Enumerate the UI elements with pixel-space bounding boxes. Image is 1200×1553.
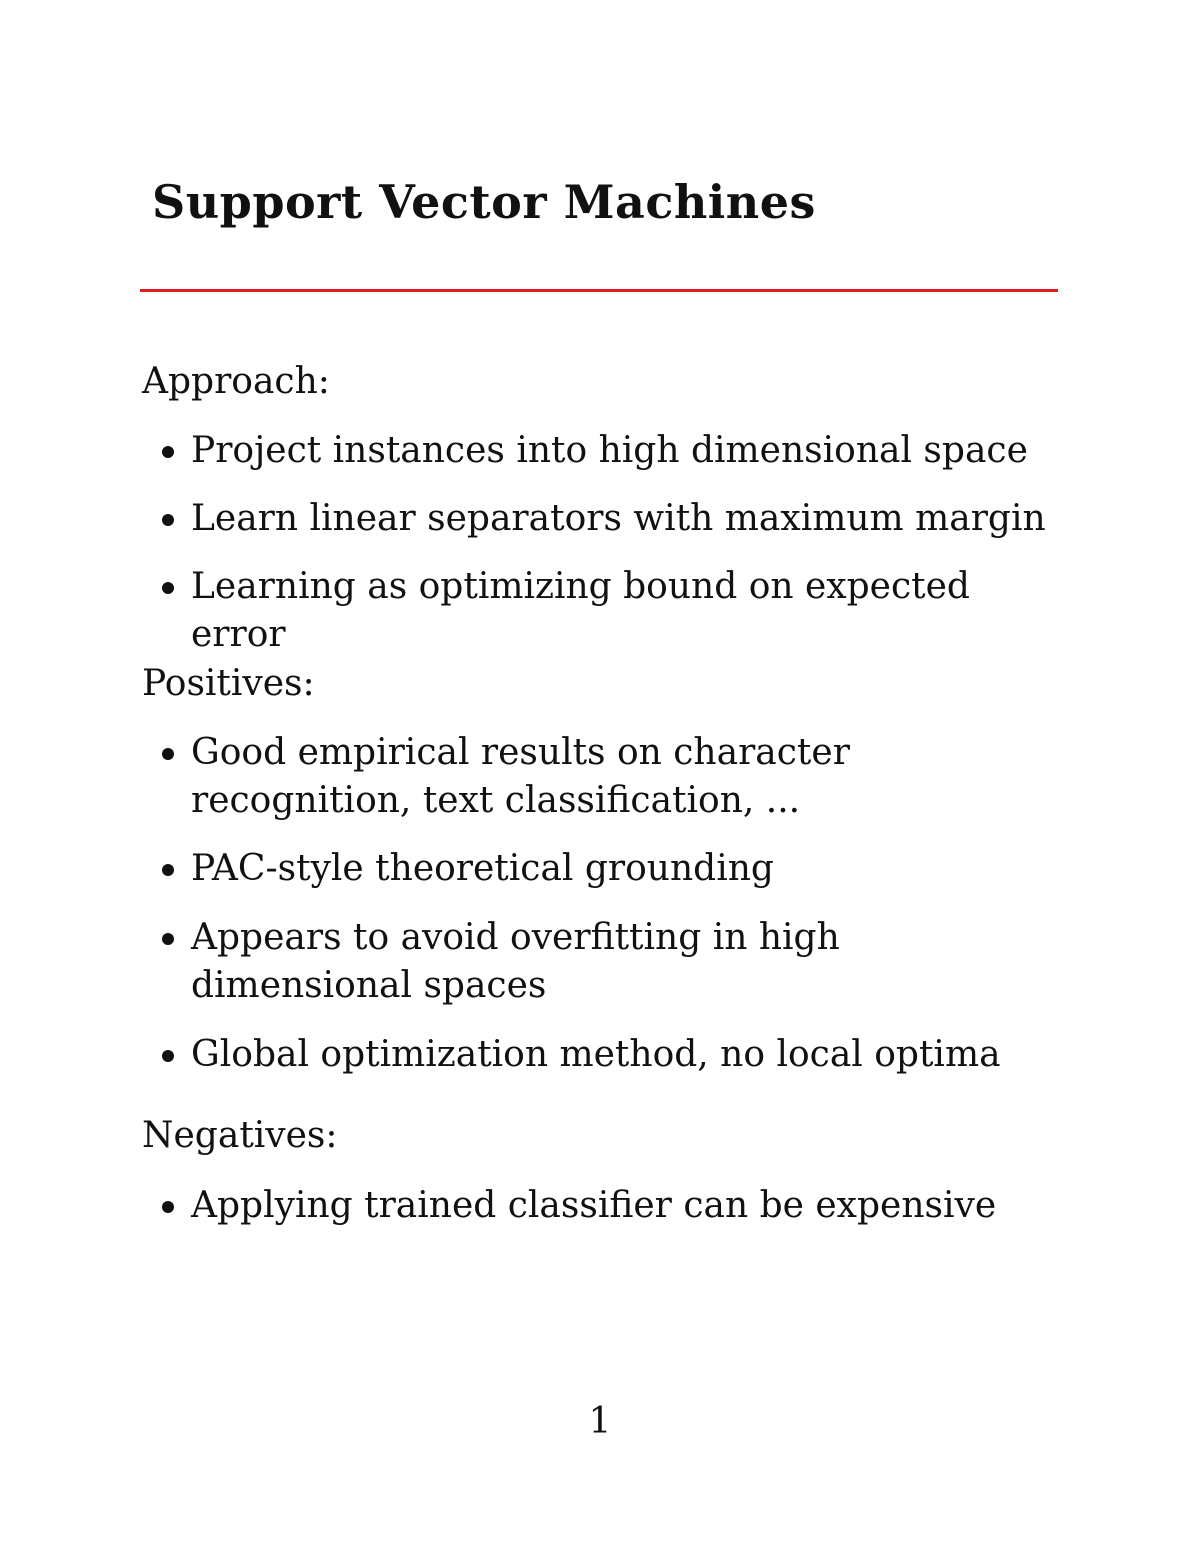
bullet-text: Project instances into high dimensional space [191,430,1028,471]
slide-title: Support Vector Machines [152,175,816,229]
bullet-item [162,1182,1062,1230]
bullet-item [162,729,1062,825]
bullet-dot-icon [162,514,174,526]
bullet-text: Appears to avoid overfitting in high dimensional spaces [191,917,840,1006]
bullet-dot-icon [162,933,174,945]
bullet-dot-icon [162,446,174,458]
bullet-text: Good empirical results on character recognition, text classification, ... [191,732,850,821]
title-rule-divider [140,289,1058,292]
bullet-dot-icon [162,748,174,760]
bullet-dot-icon [162,1201,174,1213]
bullet-item [162,495,1062,543]
bullet-item [162,1031,1062,1079]
section-heading-negatives: Negatives: [142,1115,338,1156]
bullet-text: Learn linear separators with maximum margin [191,498,1046,539]
bullet-text: PAC-style theoretical grounding [191,848,774,889]
section-heading-approach: Approach: [142,361,330,402]
bullet-dot-icon [162,582,174,594]
bullet-item [162,845,1062,893]
bullet-text: Applying trained classifier can be expensive [191,1185,997,1226]
bullet-dot-icon [162,1050,174,1062]
bullet-item [162,914,1062,1010]
page-number: 1 [588,1401,612,1442]
bullet-dot-icon [162,864,174,876]
section-heading-positives: Positives: [142,663,315,704]
bullet-item [162,563,1062,659]
bullet-text: Global optimization method, no local optima [191,1034,1001,1075]
bullet-item [162,427,1062,475]
bullet-text: Learning as optimizing bound on expected error [191,566,970,655]
